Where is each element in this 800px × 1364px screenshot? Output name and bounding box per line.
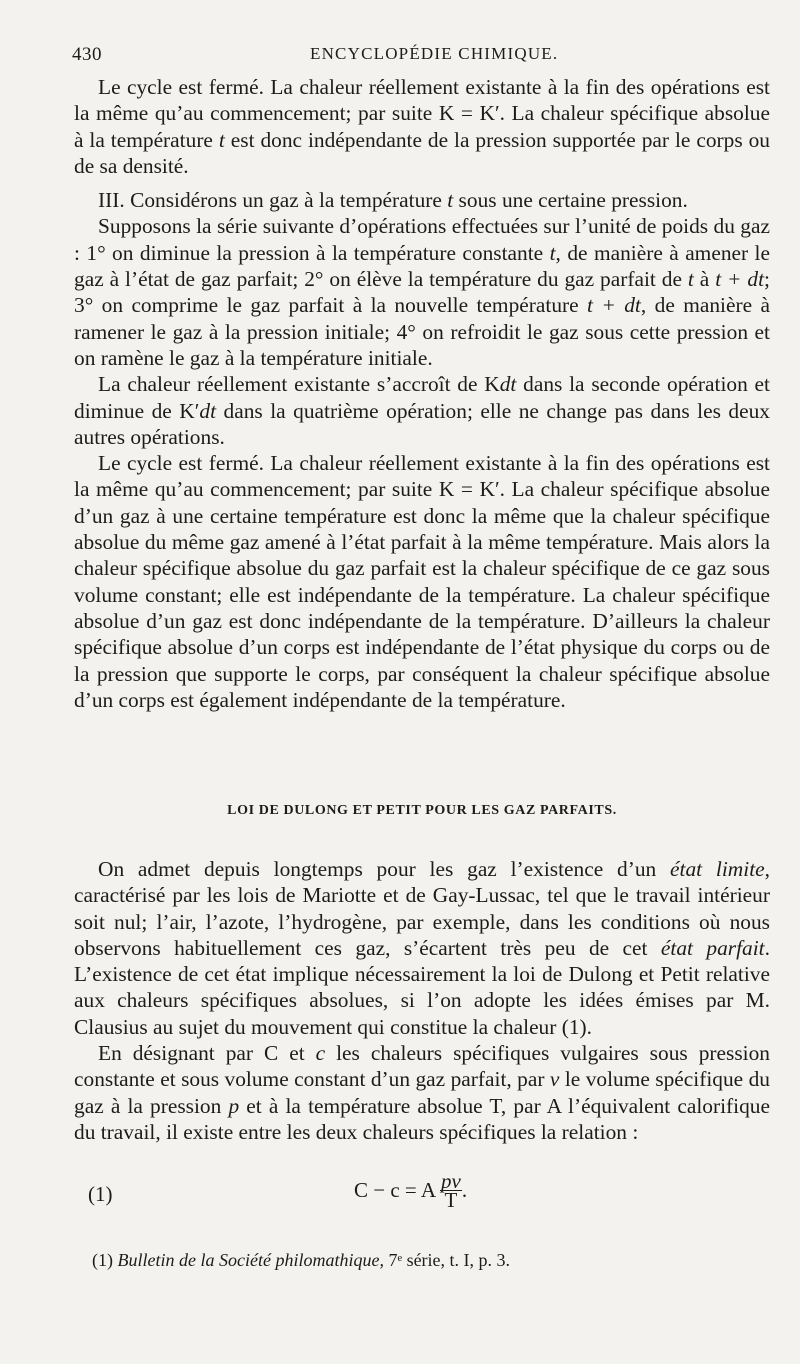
body-text-2	[74, 856, 770, 1145]
text-run: Le cycle est fermé. La chaleur réellement existante à la fin des opérations est la même qu’au commencement; par suite K = K′. La chaleur spécifique absolue d’un gaz à une certaine température est donc la même que la chaleur spécifique absolue du même gaz amené à l’état parfait à la même température. Mais alors la chaleur spécifique absolue du gaz parfait est la chaleur spécifique de ce gaz sous volume constant; elle est indépendante de la température. La chaleur spécifique absolue d’un gaz est donc indépendante de la température. D’ailleurs la chaleur spécifique absolue d’un corps est indépendante de l’état physique du corps ou de la pression que supporte le corps, par conséquent la chaleur spécifique absolue d’un corps est également indépendante de la température.	[74, 451, 770, 712]
footnote-journal: Bulletin de la Société philomathique,	[117, 1250, 384, 1270]
italic-text: c	[315, 1041, 326, 1066]
body-paragraph	[74, 187, 770, 213]
equation	[88, 1169, 768, 1216]
section-paragraph	[74, 856, 770, 1040]
text-run: le volume spécifique du gaz à la pression	[74, 1067, 770, 1118]
text-run: , de manière à ramener le gaz à la pression initiale; 4° on refroidit le gaz sous cette pression et on ramène le gaz à la température initiale.	[74, 293, 770, 370]
text-run: Le cycle est fermé. La chaleur réellement existante à la fin des opérations est la même qu’au commencement; par suite K = K′. La chaleur spécifique absolue à la température	[74, 75, 770, 152]
equation-end: .	[461, 1178, 468, 1202]
text-run: sous une certaine pression.	[453, 188, 688, 213]
italic-text: t + dt	[587, 293, 641, 318]
body-paragraph	[74, 213, 770, 371]
italic-text: v	[549, 1067, 560, 1092]
text-run: On admet depuis longtemps pour les gaz l’existence d’un	[98, 857, 671, 881]
italic-text: dt	[199, 398, 217, 423]
italic-text: t	[447, 188, 454, 213]
body-paragraph	[74, 371, 770, 450]
text-run: . L’existence de cet état implique nécessairement la loi de Dulong et Petit relative aux chaleurs spécifiques absolues, si l’on adopte les idées émises par M. Clausius au sujet du mouvement qui constitue la chaleur (1).	[74, 935, 770, 1039]
section-paragraph	[74, 1040, 770, 1145]
body-paragraph	[74, 74, 770, 179]
text-run: à	[693, 267, 716, 292]
italic-text: t	[687, 267, 694, 292]
running-title: ENCYCLOPÉDIE CHIMIQUE.	[310, 44, 559, 63]
text-run: dans la quatrième opération; elle ne change pas dans les deux autres opérations.	[74, 398, 770, 449]
text-run: Supposons la série suivante d’opérations effectuées sur l’unité de poids du gaz : 1° on diminue la pression à la température constante	[74, 214, 770, 265]
text-run: , de manière à amener le gaz à l’état de gaz parfait; 2° on élève la température du gaz parfait de	[74, 240, 770, 292]
italic-text: état limite	[670, 857, 765, 881]
footnote-marker: (1)	[92, 1250, 113, 1270]
section-heading: LOI DE DULONG ET PETIT POUR LES GAZ PARFAITS.	[227, 803, 617, 818]
italic-text: dt	[499, 372, 517, 397]
italic-text: p	[228, 1093, 240, 1118]
text-run: les chaleurs spécifiques vulgaires sous pression constante et sous volume constant d’un gaz parfait, par	[74, 1041, 770, 1092]
text-run: La chaleur réellement existante s’accroît de K	[98, 372, 500, 397]
body-text	[74, 74, 770, 713]
text-run: En désignant par C et	[98, 1041, 316, 1066]
equation-fraction	[440, 1169, 462, 1212]
equation-lhs: C − c = A	[354, 1178, 437, 1202]
text-run: et à la température absolue T, par A l’équivalent calorifique du travail, il existe entre les deux chaleurs spécifiques la relation :	[74, 1093, 770, 1144]
italic-text: état parfait	[660, 935, 765, 960]
text-run: III. Considérons un gaz à la température	[98, 188, 448, 213]
italic-text: t	[549, 240, 556, 265]
italic-text: t + dt	[715, 267, 765, 292]
footnote-reference: 7ᵉ série, t. I, p. 3.	[388, 1250, 511, 1270]
text-run: est donc indépendante de la pression supportée par le corps ou de sa densité.	[74, 127, 770, 178]
page-number: 430	[72, 44, 102, 65]
italic-text: t	[218, 127, 225, 152]
text-run: ; 3° on comprime le gaz parfait à la nouvelle température	[74, 267, 770, 318]
body-paragraph	[74, 450, 770, 713]
equation-label: (1)	[88, 1182, 113, 1206]
equation-denominator: T	[444, 1188, 458, 1212]
equation-numerator: pv	[441, 1169, 461, 1193]
text-run: dans la seconde opération et diminue de K′	[74, 372, 770, 423]
page-header	[70, 44, 770, 68]
text-run: , caractérisé par les lois de Mariotte et de Gay-Lussac, tel que le travail intérieur soit nul; l’air, l’azote, l’hydrogène, par exemple, dans les conditions où nous observons habituellement ces gaz, s’écartent très peu de cet	[74, 857, 770, 960]
equation-body	[354, 1169, 468, 1212]
footnote	[92, 1250, 772, 1271]
